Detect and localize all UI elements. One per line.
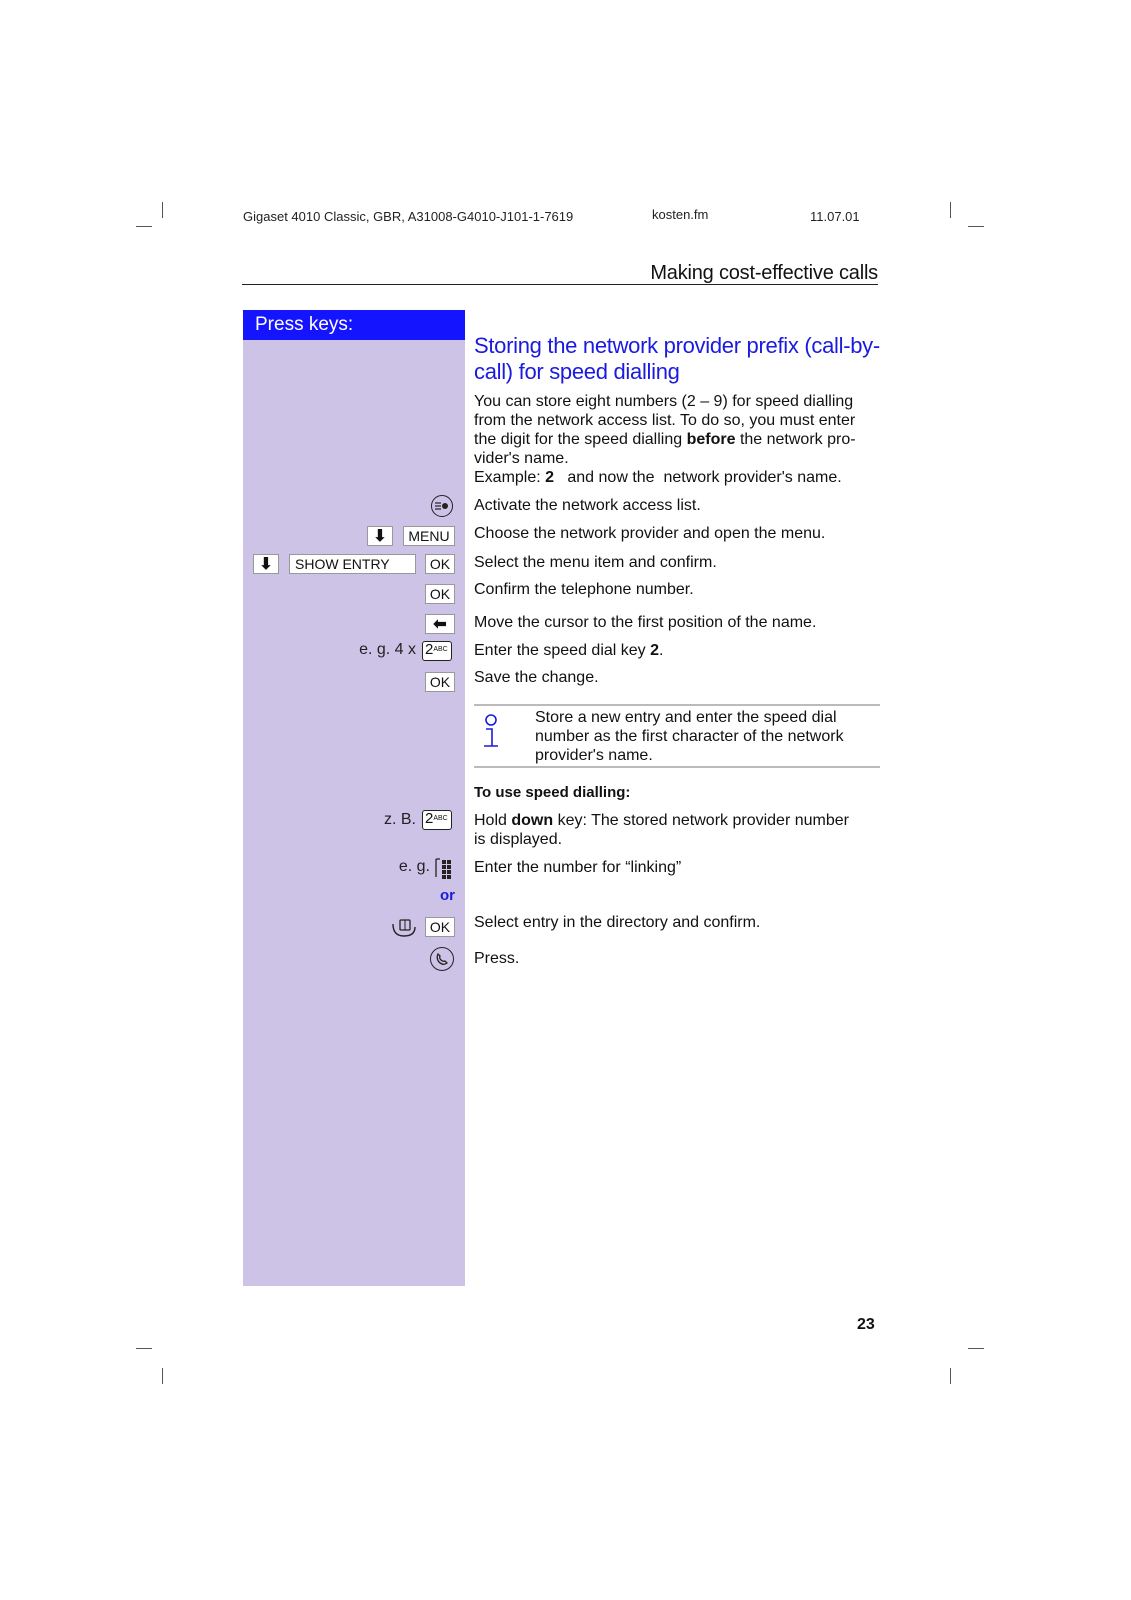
- step-select-directory: Select entry in the directory and confirm.: [474, 914, 761, 931]
- crop-mark: [162, 202, 163, 218]
- down-arrow-icon: ⬇: [259, 556, 273, 573]
- hold-line: Hold down key: The stored network provider number: [474, 812, 849, 829]
- doc-date: 11.07.01: [810, 209, 860, 224]
- press-keys-title: Press keys:: [243, 310, 465, 340]
- step-confirm-number: Confirm the telephone number.: [474, 581, 694, 598]
- step-enter-linking: Enter the number for “linking”: [474, 859, 682, 876]
- info-bottom-rule: [474, 766, 880, 768]
- network-list-key-icon[interactable]: [431, 495, 453, 517]
- crop-mark: [968, 1348, 984, 1349]
- ok-key[interactable]: OK: [425, 554, 455, 574]
- heading-line-2: call) for speed dialling: [474, 359, 680, 384]
- crop-mark: [136, 1348, 152, 1349]
- step-press: Press.: [474, 950, 520, 967]
- key-2-icon[interactable]: $2^{ABC}$: [422, 641, 452, 661]
- zb-label: z. B.: [383, 811, 416, 828]
- talk-key-icon[interactable]: [430, 947, 454, 971]
- step-choose-provider: Choose the network provider and open the menu.: [474, 525, 826, 542]
- keypad-icon[interactable]: [434, 857, 456, 886]
- example-line: Example: 2 and now the network provider's name.: [474, 469, 842, 486]
- key-2-icon[interactable]: $2^{ABC}$: [422, 810, 452, 830]
- down-arrow-key[interactable]: [367, 526, 393, 546]
- step-enter-speed-key: Enter the speed dial key 2.: [474, 642, 664, 659]
- intro-line: the digit for the speed dialling before the network pro-: [474, 431, 856, 448]
- step-activate-list: Activate the network access list.: [474, 497, 701, 514]
- header-rule: [242, 284, 878, 285]
- eg-4x-label: e. g. 4 x: [359, 641, 416, 658]
- ok-key[interactable]: OK: [425, 584, 455, 604]
- intro-line: from the network access list. To do so, you must enter: [474, 412, 856, 429]
- crop-mark: [950, 202, 951, 218]
- directory-key-icon[interactable]: [391, 916, 417, 943]
- eg-label: e. g.: [398, 858, 430, 875]
- doc-id: Gigaset 4010 Classic, GBR, A31008-G4010-J101-1-7619: [243, 209, 574, 224]
- crop-mark: [136, 226, 152, 227]
- down-arrow-icon: ⬇: [373, 528, 387, 545]
- menu-key[interactable]: MENU: [403, 526, 455, 546]
- ok-key[interactable]: OK: [425, 917, 455, 937]
- crop-mark: [968, 226, 984, 227]
- info-line: Store a new entry and enter the speed dial: [535, 709, 837, 726]
- hold-line: is displayed.: [474, 831, 563, 848]
- info-icon: [480, 714, 502, 755]
- section-title: Making cost-effective calls: [650, 262, 878, 284]
- info-top-rule: [474, 704, 880, 706]
- page-number: 23: [857, 1316, 875, 1333]
- step-move-cursor: Move the cursor to the first position of the name.: [474, 614, 817, 631]
- intro-paragraph: [474, 392, 884, 487]
- left-arrow-icon: ⬅: [433, 616, 447, 633]
- cursor-left-key[interactable]: [425, 614, 455, 634]
- info-line: number as the first character of the network: [535, 728, 844, 745]
- subheading: To use speed dialling:: [474, 784, 631, 801]
- intro-line: vider's name.: [474, 450, 569, 467]
- page-heading: [474, 333, 894, 385]
- step-select-menu-item: Select the menu item and confirm.: [474, 554, 717, 571]
- step-save-change: Save the change.: [474, 669, 599, 686]
- info-note: [535, 708, 880, 765]
- crop-mark: [162, 1368, 163, 1384]
- file-name: kosten.fm: [652, 207, 709, 222]
- heading-line-1: Storing the network provider prefix (call-by-: [474, 333, 880, 358]
- crop-mark: [950, 1368, 951, 1384]
- or-label: or: [440, 887, 455, 904]
- show-entry-item[interactable]: SHOW ENTRY: [289, 554, 416, 574]
- info-line: provider's name.: [535, 747, 653, 764]
- down-arrow-key[interactable]: [253, 554, 279, 574]
- intro-line: You can store eight numbers (2 – 9) for speed dialling: [474, 393, 854, 410]
- ok-key[interactable]: OK: [425, 672, 455, 692]
- step-hold-down: [474, 811, 884, 849]
